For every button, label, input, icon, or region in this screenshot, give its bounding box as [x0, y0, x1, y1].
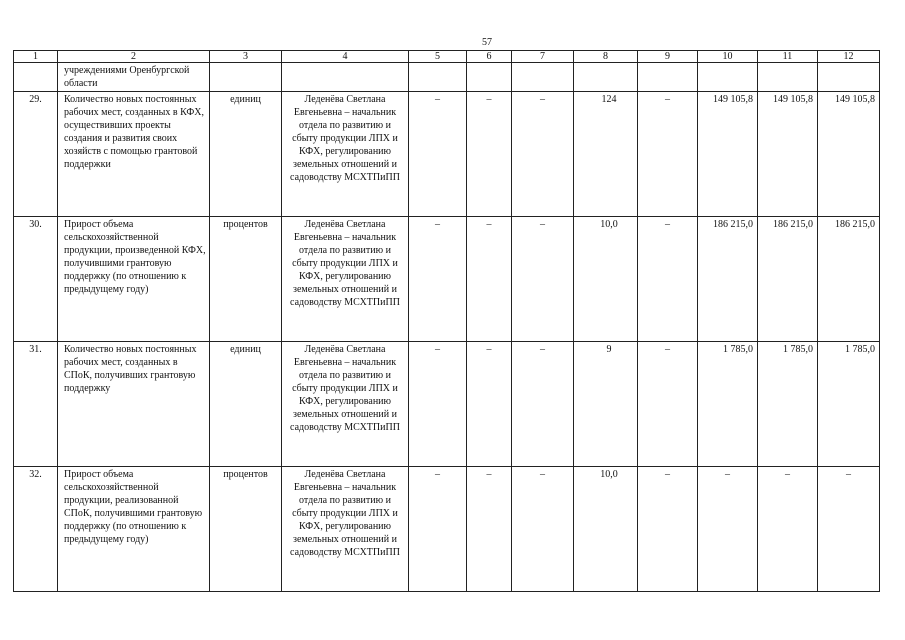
value-cell-9: – — [638, 217, 698, 342]
indicator-name: Количество новых постоянных рабочих мест, созданных в СПоК, получивших грантовую поддержку — [58, 342, 210, 467]
column-number: 8 — [574, 51, 638, 63]
column-number: 1 — [14, 51, 58, 63]
value-cell-6: – — [467, 467, 512, 592]
row-number: 30. — [14, 217, 58, 342]
continuation-row — [14, 63, 880, 92]
table-row — [14, 342, 880, 467]
unit-cell: процентов — [210, 217, 282, 342]
indicator-name: Количество новых постоянных рабочих мест, созданных в КФХ, осуществивших проекты создания и развития своих хозяйств с помощью грантовой поддержки — [58, 92, 210, 217]
indicator-name: Прирост объема сельскохозяйственной продукции, реализованной СПоК, получившими грантовую поддержку (по отношению к предыдущему году) — [58, 467, 210, 592]
value-cell-11: 149 105,8 — [758, 92, 818, 217]
row-number: 29. — [14, 92, 58, 217]
value-cell-7: – — [512, 92, 574, 217]
value-cell-8: 10,0 — [574, 217, 638, 342]
value-cell-6: – — [467, 217, 512, 342]
value-cell-8: 10,0 — [574, 467, 638, 592]
table-row — [14, 217, 880, 342]
page-number: 57 — [482, 37, 492, 48]
value-cell-9: – — [638, 92, 698, 217]
column-numbers-row — [14, 51, 880, 63]
responsible-cell: Леденёва Светлана Евгеньевна – начальник отдела по развитию и сбыту продукции ЛПХ и КФХ, регулированию земельных отношений и садоводству МСХТПиПП — [282, 92, 409, 217]
indicator-name: учреждениями Оренбургской области — [58, 63, 210, 92]
column-number: 10 — [698, 51, 758, 63]
value-cell-8: 9 — [574, 342, 638, 467]
column-number: 4 — [282, 51, 409, 63]
value-cell-10: – — [698, 467, 758, 592]
value-cell-5: – — [409, 342, 467, 467]
value-cell-11: 1 785,0 — [758, 342, 818, 467]
value-cell-12: 186 215,0 — [818, 217, 880, 342]
value-cell-10: 1 785,0 — [698, 342, 758, 467]
value-cell-6: – — [467, 92, 512, 217]
column-number: 5 — [409, 51, 467, 63]
value-cell-7: – — [512, 342, 574, 467]
value-cell-9: – — [638, 467, 698, 592]
value-cell-12: – — [818, 467, 880, 592]
responsible-cell: Леденёва Светлана Евгеньевна – начальник отдела по развитию и сбыту продукции ЛПХ и КФХ, регулированию земельных отношений и садоводству МСХТПиПП — [282, 217, 409, 342]
responsible-cell: Леденёва Светлана Евгеньевна – начальник отдела по развитию и сбыту продукции ЛПХ и КФХ, регулированию земельных отношений и садоводству МСХТПиПП — [282, 342, 409, 467]
value-cell-10: 149 105,8 — [698, 92, 758, 217]
value-cell-5: – — [409, 92, 467, 217]
value-cell-5: – — [409, 467, 467, 592]
responsible-cell: Леденёва Светлана Евгеньевна – начальник отдела по развитию и сбыту продукции ЛПХ и КФХ, регулированию земельных отношений и садоводству МСХТПиПП — [282, 467, 409, 592]
unit-cell: процентов — [210, 467, 282, 592]
indicator-name: Прирост объема сельскохозяйственной продукции, произведенной КФХ, получившими грантовую поддержку (по отношению к предыдущему году) — [58, 217, 210, 342]
column-number: 3 — [210, 51, 282, 63]
value-cell-5: – — [409, 217, 467, 342]
value-cell-10: 186 215,0 — [698, 217, 758, 342]
value-cell-8: 124 — [574, 92, 638, 217]
indicators-table — [13, 50, 880, 592]
value-cell-12: 1 785,0 — [818, 342, 880, 467]
column-number: 6 — [467, 51, 512, 63]
column-number: 7 — [512, 51, 574, 63]
column-number: 9 — [638, 51, 698, 63]
column-number: 2 — [58, 51, 210, 63]
value-cell-11: 186 215,0 — [758, 217, 818, 342]
column-number: 12 — [818, 51, 880, 63]
value-cell-11: – — [758, 467, 818, 592]
table-row — [14, 467, 880, 592]
value-cell-6: – — [467, 342, 512, 467]
value-cell-7: – — [512, 467, 574, 592]
table-row — [14, 92, 880, 217]
row-number: 31. — [14, 342, 58, 467]
column-number: 11 — [758, 51, 818, 63]
unit-cell: единиц — [210, 342, 282, 467]
unit-cell: единиц — [210, 92, 282, 217]
value-cell-12: 149 105,8 — [818, 92, 880, 217]
value-cell-9: – — [638, 342, 698, 467]
value-cell-7: – — [512, 217, 574, 342]
row-number: 32. — [14, 467, 58, 592]
